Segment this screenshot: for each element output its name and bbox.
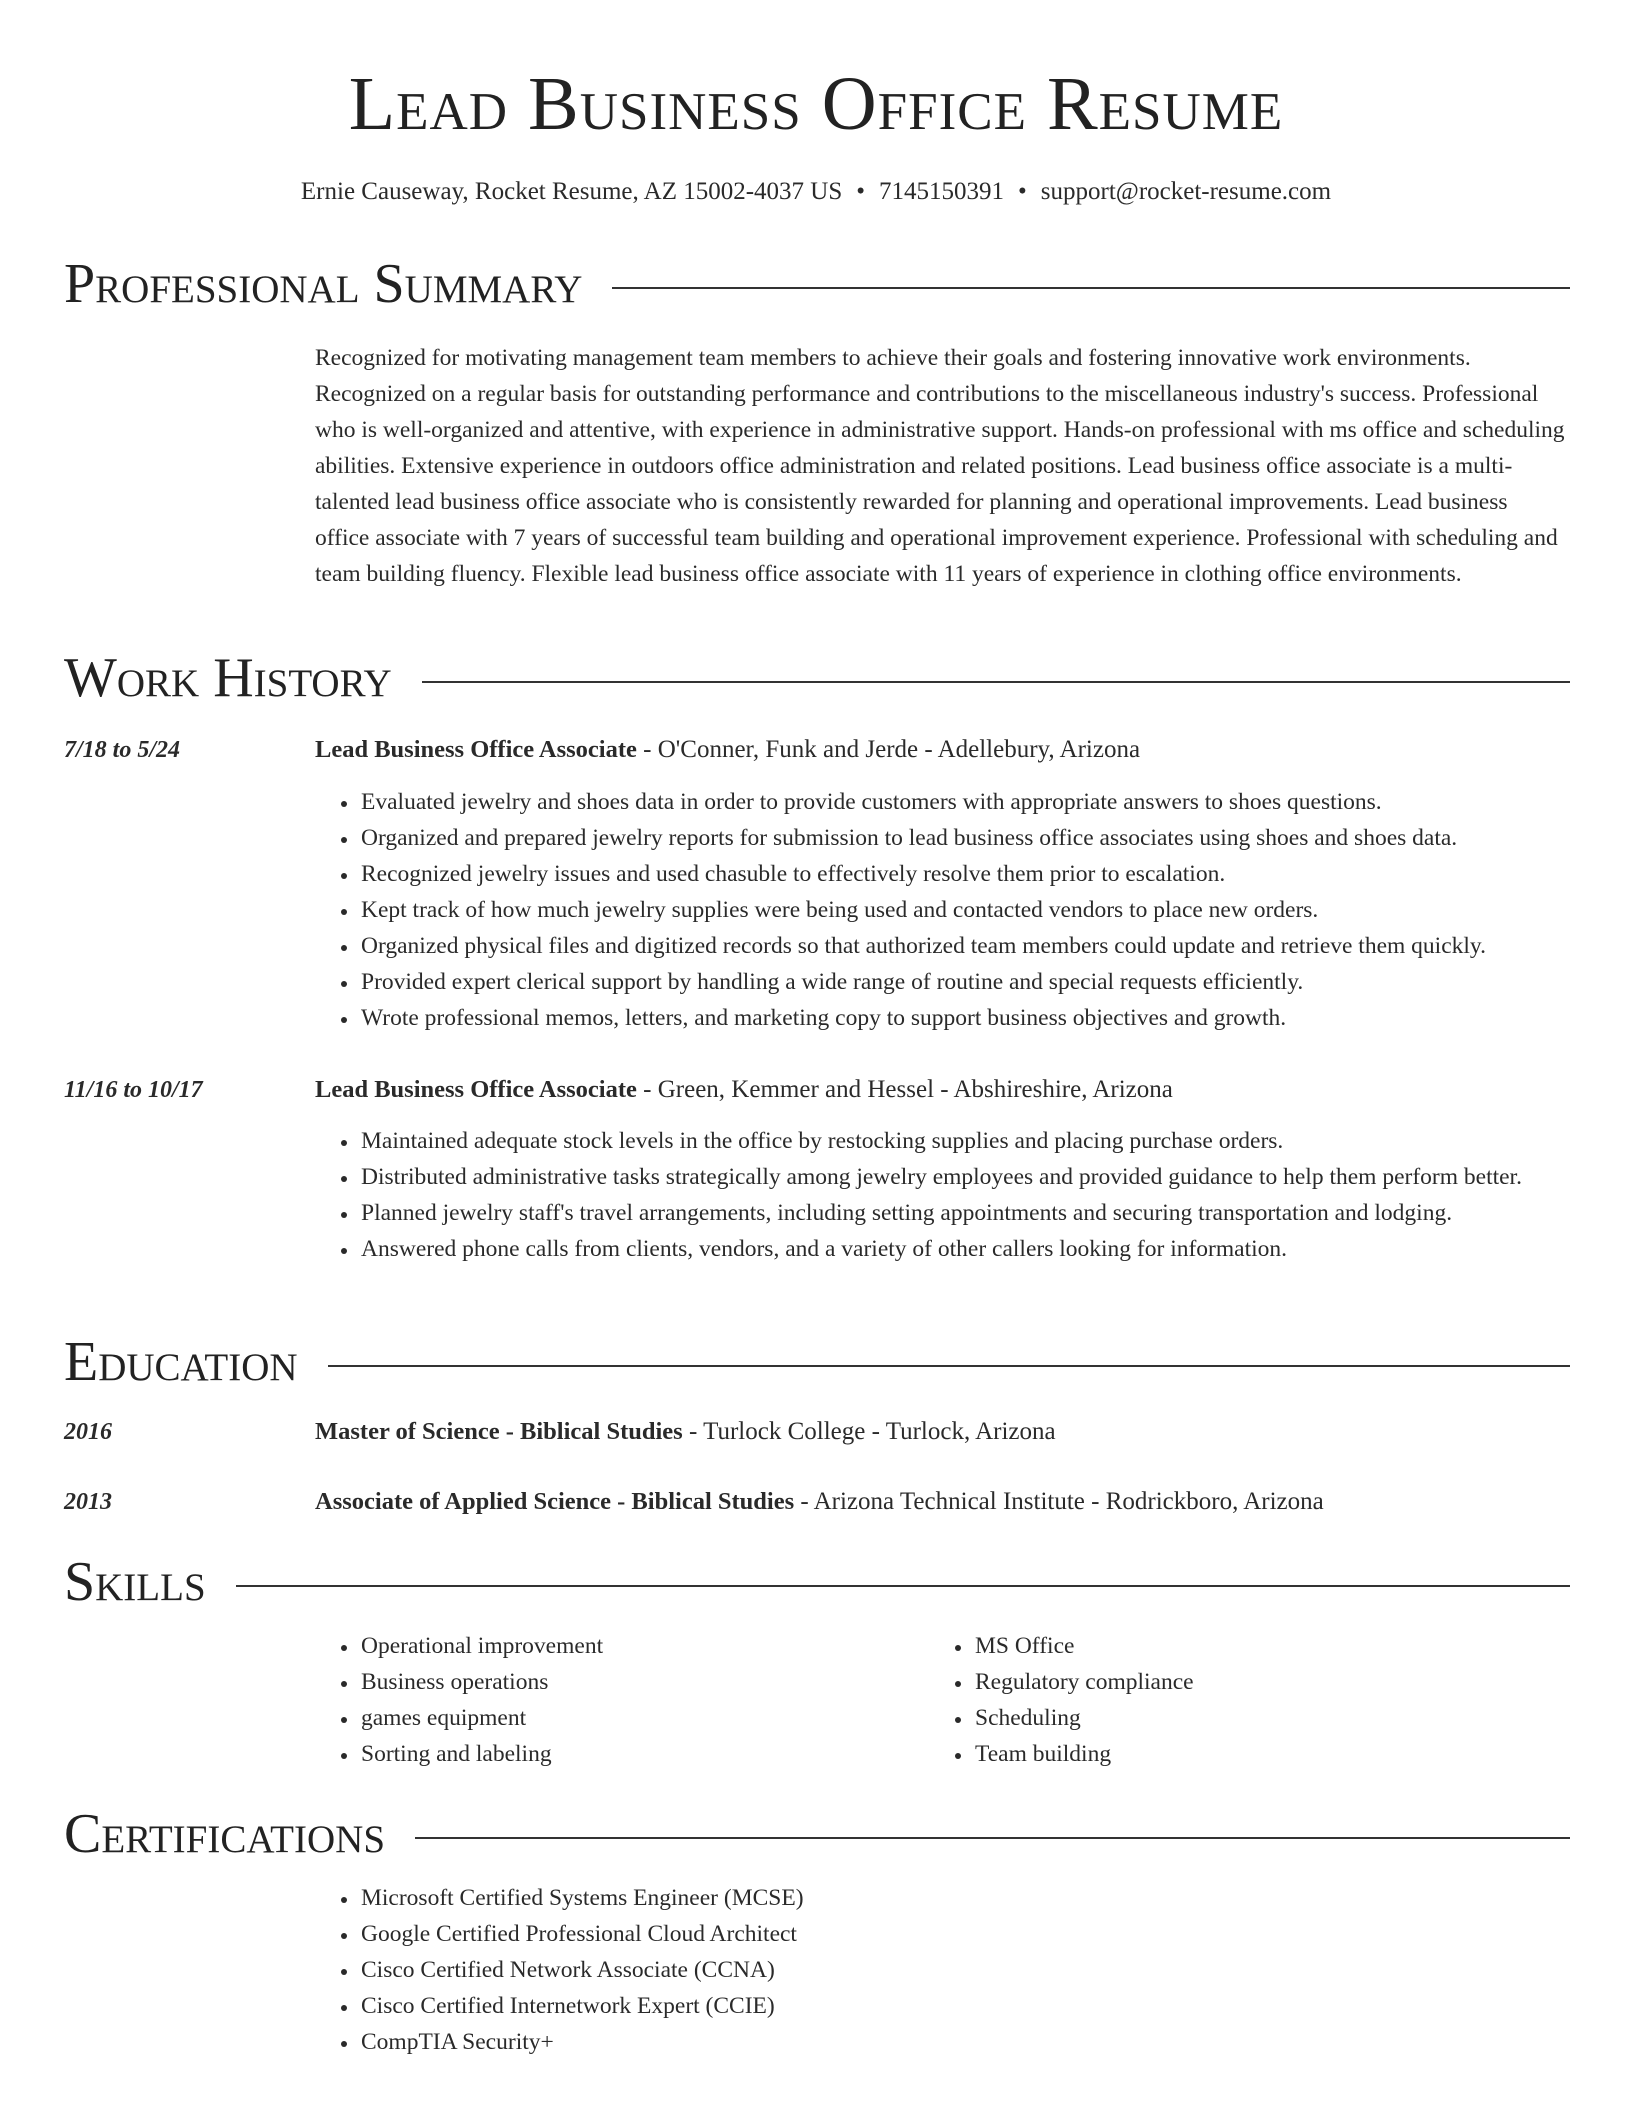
education-year: 2013	[64, 1489, 112, 1515]
job-title: Lead Business Office Associate	[315, 1076, 637, 1103]
job-bullet: • Wrote professional memos, letters, and marketing copy to support business objectives and growth.	[359, 1000, 1614, 1036]
job-heading	[315, 734, 1140, 766]
contact-line	[0, 176, 1632, 208]
job-dates: 7/18 to 5/24	[64, 737, 181, 763]
certification-item: • Cisco Certified Network Associate (CCNA)	[359, 1952, 1614, 1988]
contact-separator: •	[856, 178, 866, 205]
skill-item: • Operational improvement	[359, 1628, 919, 1664]
contact-separator: •	[1018, 178, 1027, 205]
job-bullet: • Kept track of how much jewelry supplies were being used and contacted vendors to place new orders.	[359, 892, 1614, 928]
section-divider	[415, 1837, 1570, 1839]
job-bullet: • Organized and prepared jewelry reports for submission to lead business office associates using shoes and shoes data.	[359, 820, 1614, 856]
skill-item: • Team building	[973, 1736, 1533, 1772]
skill-item: • Scheduling	[973, 1700, 1533, 1736]
education-entry	[315, 1416, 1056, 1448]
job-bullet: • Planned jewelry staff's travel arrangements, including setting appointments and securing transportation and lodging.	[359, 1195, 1614, 1231]
resume-title: Lead Business Office Resume	[348, 62, 1284, 146]
job-heading	[315, 1074, 1173, 1106]
section-divider	[612, 287, 1570, 289]
section-divider	[422, 681, 1570, 683]
job-details: - Green, Kemmer and Hessel - Abshireshire, Arizona	[636, 1076, 1173, 1103]
skills-list-left	[315, 1628, 919, 1772]
section-title-certifications: Certifications	[64, 1803, 386, 1865]
skill-item: • games equipment	[359, 1700, 919, 1736]
job-bullet-list	[315, 1123, 1614, 1267]
job-bullet: • Recognized jewelry issues and used chasuble to effectively resolve them prior to escalation.	[359, 856, 1614, 892]
skill-item: • Sorting and labeling	[359, 1736, 919, 1772]
job-details: - O'Conner, Funk and Jerde - Adellebury, Arizona	[636, 736, 1141, 763]
education-details: - Turlock College - Turlock, Arizona	[682, 1418, 1056, 1445]
section-title-summary: Professional Summary	[64, 253, 583, 315]
section-title-skills: Skills	[64, 1551, 206, 1613]
education-degree: Associate of Applied Science - Biblical Studies	[315, 1488, 795, 1515]
education-details: - Arizona Technical Institute - Rodrickboro, Arizona	[794, 1488, 1324, 1515]
section-divider	[236, 1585, 1570, 1587]
skill-item: • MS Office	[973, 1628, 1533, 1664]
certifications-list	[315, 1880, 1614, 2060]
section-title-education: Education	[64, 1331, 298, 1393]
job-bullet-list	[315, 784, 1614, 1036]
section-title-work: Work History	[64, 647, 392, 709]
section-divider	[328, 1365, 1570, 1367]
job-title: Lead Business Office Associate	[315, 736, 637, 763]
contact-phone: 7145150391	[879, 178, 1005, 205]
section-header-certifications	[64, 1804, 1570, 1864]
contact-email: support@rocket-resume.com	[1040, 178, 1332, 205]
job-bullet: • Evaluated jewelry and shoes data in order to provide customers with appropriate answers to shoes questions.	[359, 784, 1614, 820]
education-degree: Master of Science - Biblical Studies	[315, 1418, 683, 1445]
job-bullet: • Provided expert clerical support by handling a wide range of routine and special requests efficiently.	[359, 964, 1614, 1000]
skills-list-right	[929, 1628, 1533, 1772]
certification-item: • CompTIA Security+	[359, 2024, 1614, 2060]
certification-item: • Google Certified Professional Cloud Architect	[359, 1916, 1614, 1952]
job-bullet: • Answered phone calls from clients, vendors, and a variety of other callers looking for information.	[359, 1231, 1614, 1267]
job-bullet: • Organized physical files and digitized records so that authorized team members could update and retrieve them quickly.	[359, 928, 1614, 964]
section-header-skills	[64, 1552, 1570, 1612]
skill-item: • Business operations	[359, 1664, 919, 1700]
skill-item: • Regulatory compliance	[973, 1664, 1533, 1700]
education-entry	[315, 1486, 1324, 1518]
section-header-summary	[64, 254, 1570, 314]
certification-item: • Microsoft Certified Systems Engineer (MCSE)	[359, 1880, 1614, 1916]
certification-item: • Cisco Certified Internetwork Expert (CCIE)	[359, 1988, 1614, 2024]
summary-text: Recognized for motivating management team members to achieve their goals and fostering innovative work environments. Recognized on a regular basis for outstanding performance and contributions to the miscellaneous industry's success. Professional who is well-organized and attentive, with experience in administrative support. Hands-on professional with ms office and scheduling abilities. Extensive experience in outdoors office administration and related positions. Lead business office associate is a multi-talented lead business office associate who is consistently rewarded for planning and operational improvements. Lead business office associate with 7 years of successful team building and operational improvement experience. Professional with scheduling and team building fluency. Flexible lead business office associate with 11 years of experience in clothing office environments.	[315, 345, 1565, 587]
section-header-education	[64, 1332, 1570, 1392]
job-dates: 11/16 to 10/17	[64, 1077, 203, 1103]
education-year: 2016	[64, 1419, 112, 1445]
contact-address: Ernie Causeway, Rocket Resume, AZ 15002-4037 US	[300, 178, 843, 205]
job-bullet: • Distributed administrative tasks strategically among jewelry employees and provided guidance to help them perform better.	[359, 1159, 1614, 1195]
job-bullet: • Maintained adequate stock levels in the office by restocking supplies and placing purchase orders.	[359, 1123, 1614, 1159]
section-header-work	[64, 648, 1570, 708]
